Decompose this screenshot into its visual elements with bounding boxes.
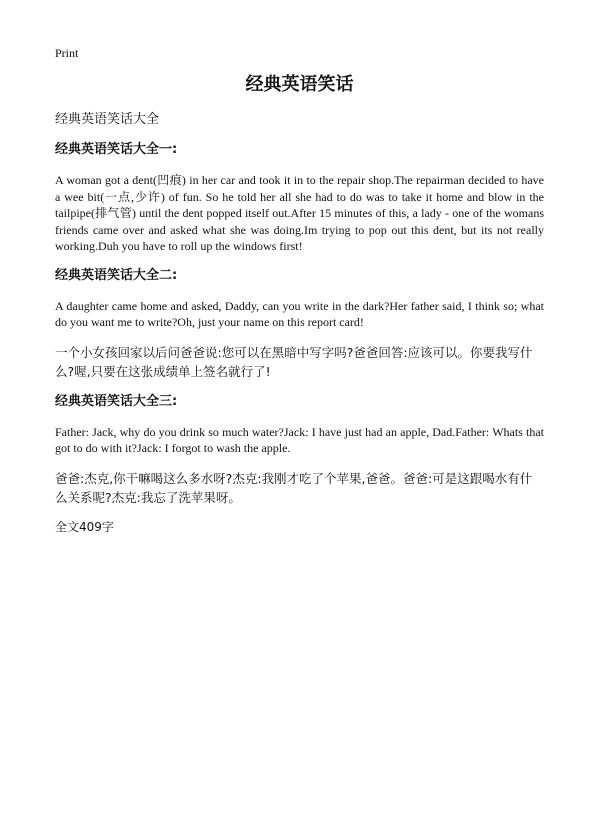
chinese-translation: 一个小女孩回家以后问爸爸说:您可以在黑暗中写字吗?爸爸回答:应该可以。你要我写什么?喔,只要在这张成绩单上签名就行了! <box>55 344 533 379</box>
document-subtitle: 经典英语笑话大全 <box>55 112 160 127</box>
section-heading: 经典英语笑话大全三: <box>55 393 178 409</box>
section-heading: 经典英语笑话大全二: <box>55 267 178 283</box>
english-paragraph: A woman got a dent(凹痕) in her car and took it in to the repair shop.The repairman decided to have a wee bit(一点,少许) of fun. So he told her all she had to do was to take it home and blow in the tailpipe(排气管) until the dent popped itself out.After 15 minutes of this, a lady - one of the womans friends came over and asked what she was doing.Im trying to pop out this dent, but its not really working.Duh you have to roll up the windows first! <box>55 173 544 253</box>
print-link[interactable]: Print <box>55 46 79 60</box>
joke-section-3 <box>55 393 544 507</box>
joke-section-2 <box>55 267 544 381</box>
word-count: 全文409字 <box>55 519 114 534</box>
page-title: 经典英语笑话 <box>245 74 354 95</box>
english-paragraph: A daughter came home and asked, Daddy, can you write in the dark?Her father said, I think so; what do you want me to write?Oh, just your name on this report card! <box>55 298 544 329</box>
english-paragraph: Father: Jack, why do you drink so much water?Jack: I have just had an apple, Dad.Father: Whats that got to do with it?Jack: I forgot to wash the apple. <box>55 424 544 455</box>
chinese-translation: 爸爸:杰克,你干嘛喝这么多水呀?杰克:我刚才吃了个苹果,爸爸。爸爸:可是这跟喝水有什么关系呢?杰克:我忘了洗苹果呀。 <box>55 470 533 505</box>
section-heading: 经典英语笑话大全一: <box>55 142 178 157</box>
joke-section-1 <box>55 141 544 255</box>
